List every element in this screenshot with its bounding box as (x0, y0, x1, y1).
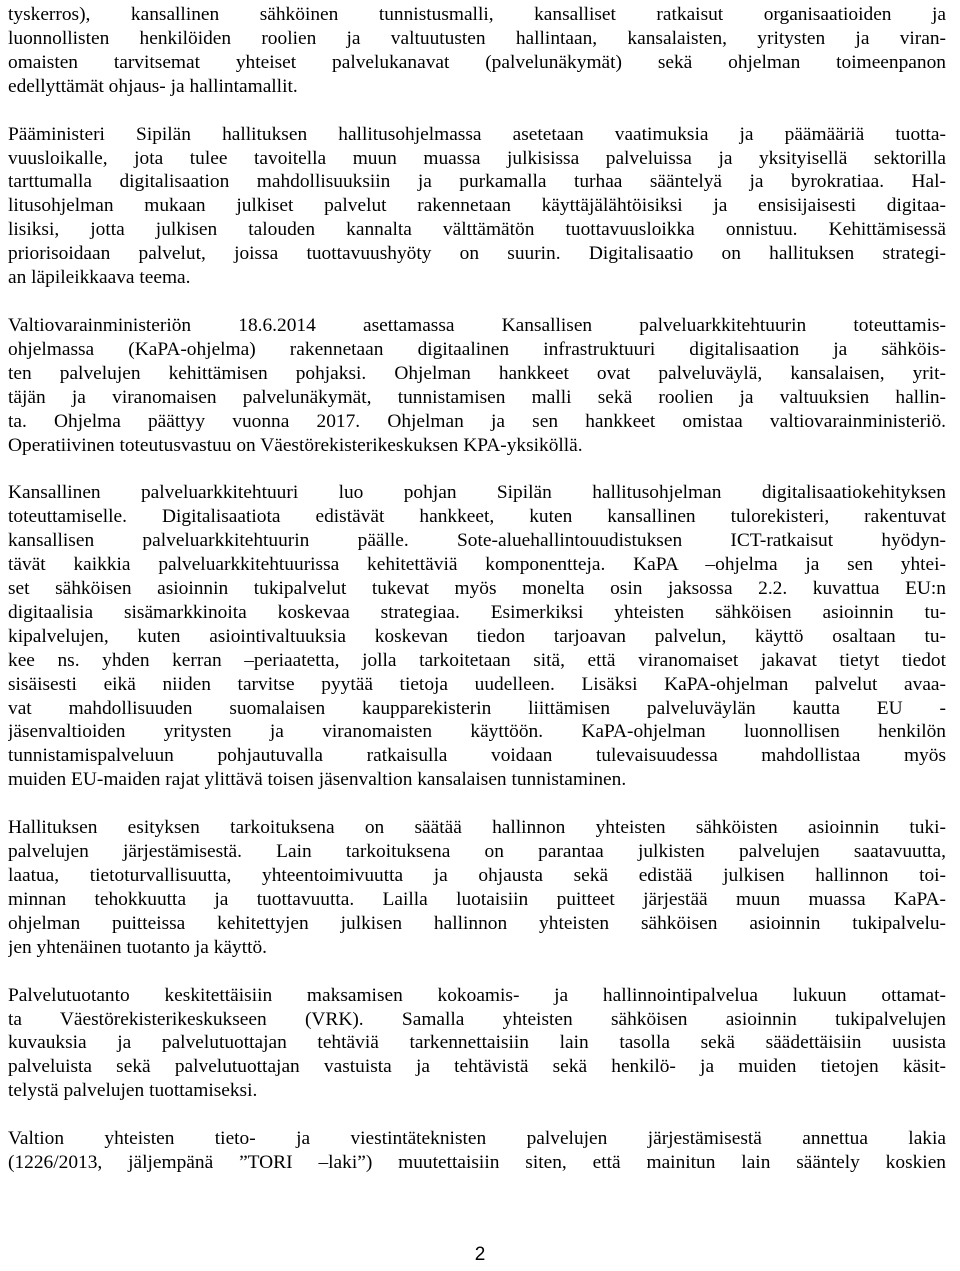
paragraph (8, 816, 946, 959)
paragraph (8, 481, 946, 792)
text-line: telystä palvelujen tuottamiseksi. (8, 1080, 258, 1102)
text-line: palveluista sekä palvelutuottajan vastuista ja tehtävistä sekä henkilö- ja muiden tietojen käsit- (8, 1056, 946, 1078)
text-line: Operatiivinen toteutusvastuu on Väestörekisterikeskuksen KPA-yksiköllä. (8, 434, 583, 456)
text-line: toteuttamiselle. Digitalisaatiota edistävät hankkeet, kuten kansallinen tulorekisteri, rakentuvat (8, 506, 946, 528)
document-body (8, 3, 946, 1175)
text-line: tarttumalla digitalisaation mahdollisuuksiin ja purkamalla turhaa sääntelyä ja byrokratiaa. Hal- (8, 171, 946, 193)
text-line: kipalvelujen, kuten asiointivaltuuksia koskevan tiedon tarjoavan palvelun, käyttö osaltaan tu- (8, 625, 946, 647)
text-line: ta Väestörekisterikeskukseen (VRK). Samalla yhteisten sähköisen asioinnin tukipalvelujen (8, 1008, 946, 1030)
text-line: Kansallinen palveluarkkitehtuuri luo pohjan Sipilän hallitusohjelman digitalisaatiokehityksen (8, 482, 946, 504)
text-line: vuusloikalle, jota tulee tavoitella muun muassa julkisissa palveluissa ja yksityisellä sektorilla (8, 147, 946, 169)
text-line: Hallituksen esityksen tarkoituksena on säätää hallinnon yhteisten sähköisten asioinnin tuki- (8, 817, 946, 839)
paragraph (8, 123, 946, 290)
text-line: Pääministeri Sipilän hallituksen hallitusohjelmassa asetetaan vaatimuksia ja päämääriä tuotta- (8, 123, 946, 145)
text-line: tyskerros), kansallinen sähköinen tunnistusmalli, kansalliset ratkaisut organisaatioiden ja (8, 4, 946, 25)
page-number: 2 (474, 1244, 486, 1265)
text-line: laatua, tietoturvallisuutta, yhteentoimivuutta ja ohjausta sekä edistää julkisen hallinnon toi- (8, 865, 946, 886)
text-line: tävät kaikkia palveluarkkitehtuurissa kehitettäviä komponentteja. KaPA –ohjelma ja sen yhtei- (8, 554, 946, 576)
text-line: ohjelman puitteissa kehitettyjen julkisen hallinnon yhteisten sähköisen asioinnin tukipalvelu- (8, 912, 946, 934)
text-line: ta. Ohjelma päättyy vuonna 2017. Ohjelman ja sen hankkeet omistaa valtiovarainministeriö. (8, 410, 946, 432)
text-line: omaisten tarvitsemat yhteiset palvelukanavat (palvelunäkymät) sekä ohjelman toimeenpanon (8, 51, 946, 73)
text-line: vat mahdollisuuden suomalaisen kaupparekisterin liittämisen palveluväylän kautta EU - (8, 697, 946, 719)
text-line: täjän ja viranomaisen palvelunäkymät, tunnistamisen malli sekä roolien ja valtuuksien hallin- (8, 386, 946, 408)
text-line: an läpileikkaava teema. (8, 267, 191, 289)
text-line: sisäisesti eikä niiden tarvitse pyytää tietoja uudelleen. Lisäksi KaPA-ohjelman palvelut avaa- (8, 673, 946, 695)
text-line: kansallisen palveluarkkitehtuurin päälle. Sote-aluehallintouudistuksen ICT-ratkaisut hyödyn- (8, 530, 946, 552)
text-line: jen yhtenäinen tuotanto ja käyttö. (8, 936, 268, 958)
text-line: set sähköisen asioinnin tukipalvelut tukevat myös monelta osin jaksossa 2.2. kuvattua EU:n (8, 578, 946, 600)
text-line: litusohjelman mukaan julkiset palvelut rakennetaan käyttäjälähtöisiksi ja ensisijaisesti digitaa- (8, 195, 946, 217)
text-line: kee ns. yhden kerran –periaatetta, jolla tarkoitetaan sitä, että viranomaiset jakavat tietyt tiedot (8, 649, 946, 671)
paragraph (8, 1127, 946, 1175)
text-line: Valtion yhteisten tieto- ja viestintäteknisten palvelujen järjestämisestä annettua lakia (8, 1128, 946, 1150)
text-line: muiden EU-maiden rajat ylittävä toisen jäsenvaltion kansalaisen tunnistaminen. (8, 769, 627, 791)
text-line: digitaalisia sisämarkkinoita koskevaa strategiaa. Esimerkiksi yhteisten sähköisen asioinnin tu- (8, 601, 946, 623)
text-line: ohjelmassa (KaPA-ohjelma) rakennetaan digitaalinen infrastruktuuri digitalisaation ja sähköis- (8, 338, 946, 360)
text-line: jäsenvaltioiden yritysten ja viranomaisten käyttöön. KaPA-ohjelman luonnollisen henkilön (8, 721, 946, 743)
paragraph (8, 3, 946, 99)
text-line: minnan tehokkuutta ja tuottavuutta. Lailla luotaisiin puitteet järjestää muun muassa KaPA- (8, 888, 946, 910)
text-line: lisiksi, jotta julkisen talouden kannalta välttämätön tuottavuusloikka onnistuu. Kehittämisessä (8, 219, 946, 241)
text-line: tunnistamispalveluun pohjautuvalla ratkaisulla voidaan tulevaisuudessa mahdollistaa myös (8, 745, 946, 767)
text-line: ten palvelujen kehittämisen pohjaksi. Ohjelman hankkeet ovat palveluväylä, kansalaisen, yrit- (8, 362, 946, 384)
text-line: (1226/2013, jäljempänä ”TORI –laki”) muutettaisiin siten, että mainitun lain sääntely koskien (8, 1152, 946, 1174)
paragraph (8, 984, 946, 1104)
text-line: edellyttämät ohjaus- ja hallintamallit. (8, 75, 298, 97)
text-line: Palvelutuotanto keskitettäisiin maksamisen kokoamis- ja hallinnointipalvelua lukuun ottamat- (8, 984, 946, 1006)
text-line: Valtiovarainministeriön 18.6.2014 asettamassa Kansallisen palveluarkkitehtuurin toteuttamis- (8, 314, 946, 336)
text-line: luonnollisten henkilöiden roolien ja valtuutusten hallintaan, kansalaisten, yritysten ja viran- (8, 27, 946, 49)
text-line: kuvauksia ja palvelutuottajan tehtäviä tarkennettaisiin lain tasolla sekä säädettäisiin uusista (8, 1032, 946, 1054)
text-line: palvelujen järjestämisestä. Lain tarkoituksena on parantaa julkisten palvelujen saatavuutta, (8, 841, 946, 863)
paragraph (8, 314, 946, 457)
text-line: priorisoidaan palvelut, joissa tuottavuushyöty on suurin. Digitalisaatio on hallituksen strategi- (8, 243, 946, 265)
